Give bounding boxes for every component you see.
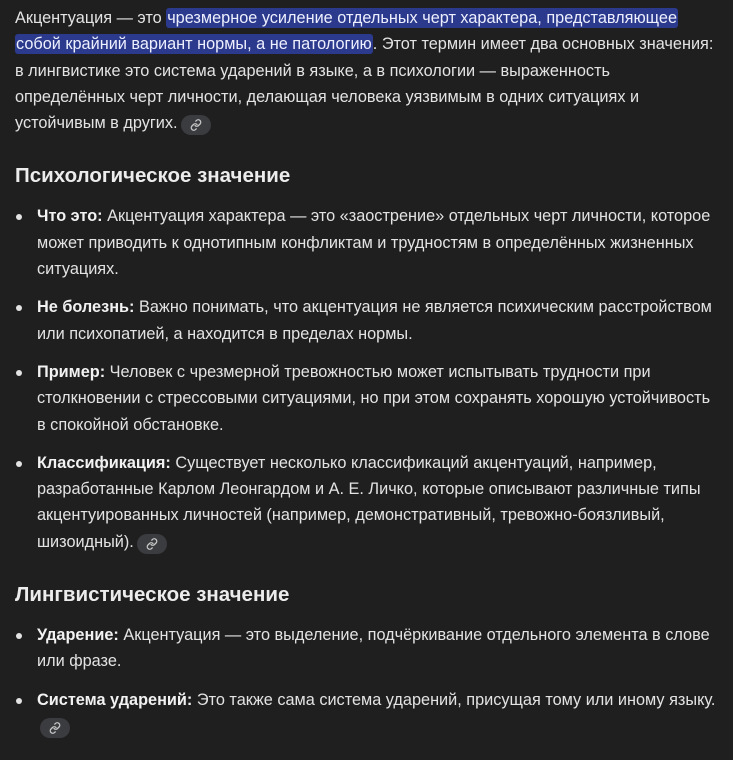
source-link-button[interactable] [40, 718, 70, 738]
intro-suffix: . Этот термин имеет два основных значения: в лингвистике это система ударений в языке, а в психологии — выраженность определённых черт личности, делающая человека уязвимым в одних ситуациях и устойчивым в других. [15, 35, 714, 133]
item-text: Акцентуация — это выделение, подчёркивание отдельного элемента в слове или фразе. [37, 626, 710, 671]
item-text: Акцентуация характера — это «заострение» отдельных черт личности, которое может приводить к однотипным конфликтам и трудностям в определённых жизненных ситуациях. [37, 207, 711, 279]
list-item [15, 294, 720, 347]
bullet [16, 305, 22, 311]
item-label: Не болезнь: [37, 298, 135, 317]
item-label: Классификация: [37, 453, 171, 472]
list-item [15, 450, 720, 555]
source-link-button[interactable] [181, 115, 211, 135]
item-text: Важно понимать, что акцентуация не является психическим расстройством или психопатией, а находится в пределах нормы. [37, 298, 712, 343]
list-item [15, 359, 720, 438]
item-label: Ударение: [37, 626, 119, 645]
bullet [16, 698, 22, 704]
item-text: Существует несколько классификаций акцентуаций, например, разработанные Карлом Леонгардом и А. Е. Личко, которые описывают различные типы акцентуированных личностей (например, демонстративный, тревожно-боязливый, шизоидный). [37, 453, 701, 551]
link-icon [146, 538, 158, 550]
intro-highlighted-text[interactable]: чрезмерное усиление отдельных черт характера, представляющее собой крайний вариант нормы, а не патологию [16, 9, 677, 54]
list-item [15, 203, 720, 282]
psychological-list [15, 203, 720, 555]
item-text: Человек с чрезмерной тревожностью может испытывать трудности при столкновении с стрессовыми ситуациями, но при этом сохранять хорошую устойчивость в спокойной обстановке. [37, 362, 711, 434]
bullet [16, 633, 22, 639]
link-icon [190, 119, 202, 131]
bullet [16, 214, 22, 220]
bullet [16, 370, 22, 376]
intro-prefix: Акцентуация — это [15, 9, 167, 27]
linguistic-list [15, 622, 720, 739]
item-text: Это также сама система ударений, присущая тому или иному языку. [192, 690, 716, 709]
section-title-linguistic: Лингвистическое значение [15, 583, 290, 607]
list-item [15, 687, 720, 740]
link-icon [49, 722, 61, 734]
item-label: Пример: [37, 362, 106, 381]
section-title-psychological: Психологическое значение [15, 164, 291, 188]
intro-paragraph [15, 5, 720, 136]
item-label: Система ударений: [37, 690, 193, 709]
bullet [16, 461, 22, 467]
list-item [15, 622, 720, 675]
item-label: Что это: [37, 207, 103, 226]
source-link-button[interactable] [137, 534, 167, 554]
response-content [15, 5, 720, 751]
